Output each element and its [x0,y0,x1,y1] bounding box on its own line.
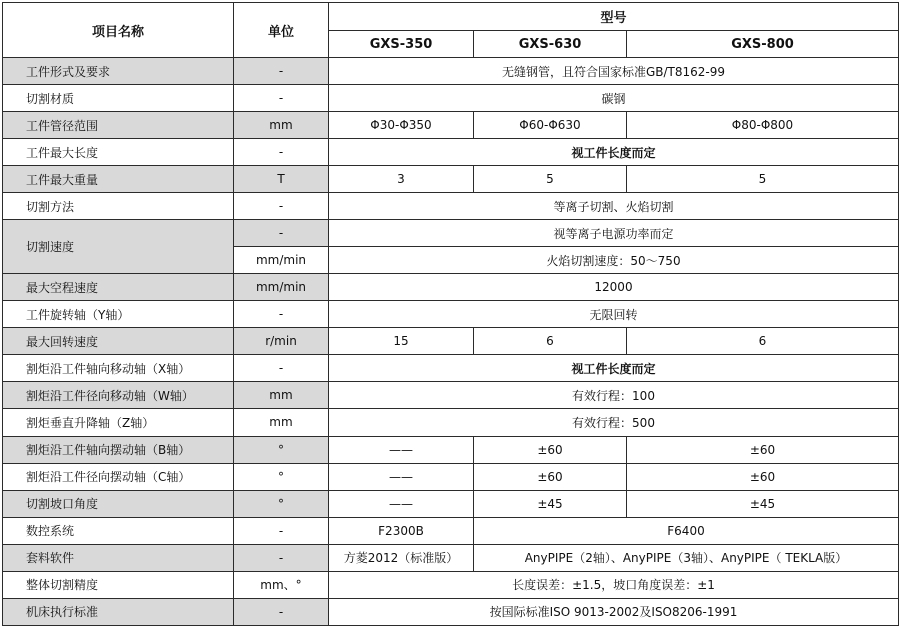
header-model-800: GXS-800 [627,31,899,58]
row-name: 最大空程速度 [3,274,234,301]
row-name: 整体切割精度 [3,571,234,598]
row-unit: - [234,544,329,571]
row-value-350: 方菱2012（标准版） [329,544,474,571]
row-unit: mm [234,112,329,139]
row-name: 工件形式及要求 [3,58,234,85]
table-row [3,328,899,355]
row-value-800: 5 [627,166,899,193]
row-unit: ° [234,436,329,463]
row-value: 按国际标准ISO 9013-2002及ISO8206-1991 [329,598,899,625]
row-value-800: ±60 [627,463,899,490]
row-value-350: Φ30-Φ350 [329,112,474,139]
row-unit: - [234,85,329,112]
row-value: 有效行程：500 [329,409,899,436]
table-row [3,85,899,112]
row-unit: - [234,139,329,166]
row-name: 切割方法 [3,193,234,220]
row-value-350: —— [329,436,474,463]
row-name: 割炬沿工件轴向移动轴（X轴） [3,355,234,382]
row-unit-b: mm/min [234,247,329,274]
row-unit: T [234,166,329,193]
row-value-630: 6 [474,328,627,355]
table-row [3,598,899,625]
row-value: 视工件长度而定 [329,355,899,382]
spec-table [2,2,899,626]
row-name: 切割速度 [3,220,234,274]
row-value-350: 3 [329,166,474,193]
row-name: 割炬垂直升降轴（Z轴） [3,409,234,436]
row-name: 工件最大重量 [3,166,234,193]
row-unit: mm [234,409,329,436]
row-value-630: ±60 [474,463,627,490]
row-name: 工件旋转轴（Y轴） [3,301,234,328]
row-name: 割炬沿工件径向摆动轴（C轴） [3,463,234,490]
table-row [3,409,899,436]
table-row [3,274,899,301]
row-unit: mm、° [234,571,329,598]
row-value-350: 15 [329,328,474,355]
row-value: 无缝钢管，且符合国家标准GB/T8162-99 [329,58,899,85]
row-unit: ° [234,490,329,517]
row-value-630: ±45 [474,490,627,517]
row-value-b: 火焰切割速度：50～750 [329,247,899,274]
row-name: 套料软件 [3,544,234,571]
row-value-rest: F6400 [474,517,899,544]
row-value: 无限回转 [329,301,899,328]
row-unit: - [234,58,329,85]
header-unit: 单位 [234,3,329,58]
header-item-name: 项目名称 [3,3,234,58]
header-model-630: GXS-630 [474,31,627,58]
row-unit: mm/min [234,274,329,301]
row-value-800: ±45 [627,490,899,517]
table-row [3,544,899,571]
row-value-350: —— [329,490,474,517]
row-value: 有效行程：100 [329,382,899,409]
row-unit: - [234,598,329,625]
row-name: 切割坡口角度 [3,490,234,517]
row-value-800: ±60 [627,436,899,463]
table-row [3,112,899,139]
row-name: 机床执行标准 [3,598,234,625]
row-value-rest: AnyPIPE（2轴）、AnyPIPE（3轴）、AnyPIPE（ TEKLA版） [474,544,899,571]
header-model-350: GXS-350 [329,31,474,58]
table-row [3,463,899,490]
table-row [3,139,899,166]
row-name: 数控系统 [3,517,234,544]
table-row [3,301,899,328]
table-row [3,490,899,517]
row-unit: ° [234,463,329,490]
row-unit: - [234,517,329,544]
row-value: 视工件长度而定 [329,139,899,166]
header-model: 型号 [329,3,899,31]
table-row [3,382,899,409]
table-row [3,571,899,598]
table-row [3,166,899,193]
row-name: 工件最大长度 [3,139,234,166]
table-row [3,220,899,247]
row-unit: r/min [234,328,329,355]
row-value-630: ±60 [474,436,627,463]
row-value-630: 5 [474,166,627,193]
row-value-800: Φ80-Φ800 [627,112,899,139]
row-unit: - [234,193,329,220]
row-value-350: F2300B [329,517,474,544]
row-value: 长度误差：±1.5，坡口角度误差：±1 [329,571,899,598]
row-value-a: 视等离子电源功率而定 [329,220,899,247]
row-unit: mm [234,382,329,409]
table-row [3,58,899,85]
row-name: 切割材质 [3,85,234,112]
table-row [3,436,899,463]
row-value: 碳钢 [329,85,899,112]
table-row [3,193,899,220]
row-value-350: —— [329,463,474,490]
row-name: 割炬沿工件径向移动轴（W轴） [3,382,234,409]
row-value-800: 6 [627,328,899,355]
row-value: 等离子切割、火焰切割 [329,193,899,220]
row-unit-a: - [234,220,329,247]
row-name: 最大回转速度 [3,328,234,355]
row-value: 12000 [329,274,899,301]
table-row [3,517,899,544]
row-name: 工件管径范围 [3,112,234,139]
row-name: 割炬沿工件轴向摆动轴（B轴） [3,436,234,463]
row-unit: - [234,301,329,328]
row-value-630: Φ60-Φ630 [474,112,627,139]
table-row [3,355,899,382]
header-row [3,3,899,31]
row-unit: - [234,355,329,382]
